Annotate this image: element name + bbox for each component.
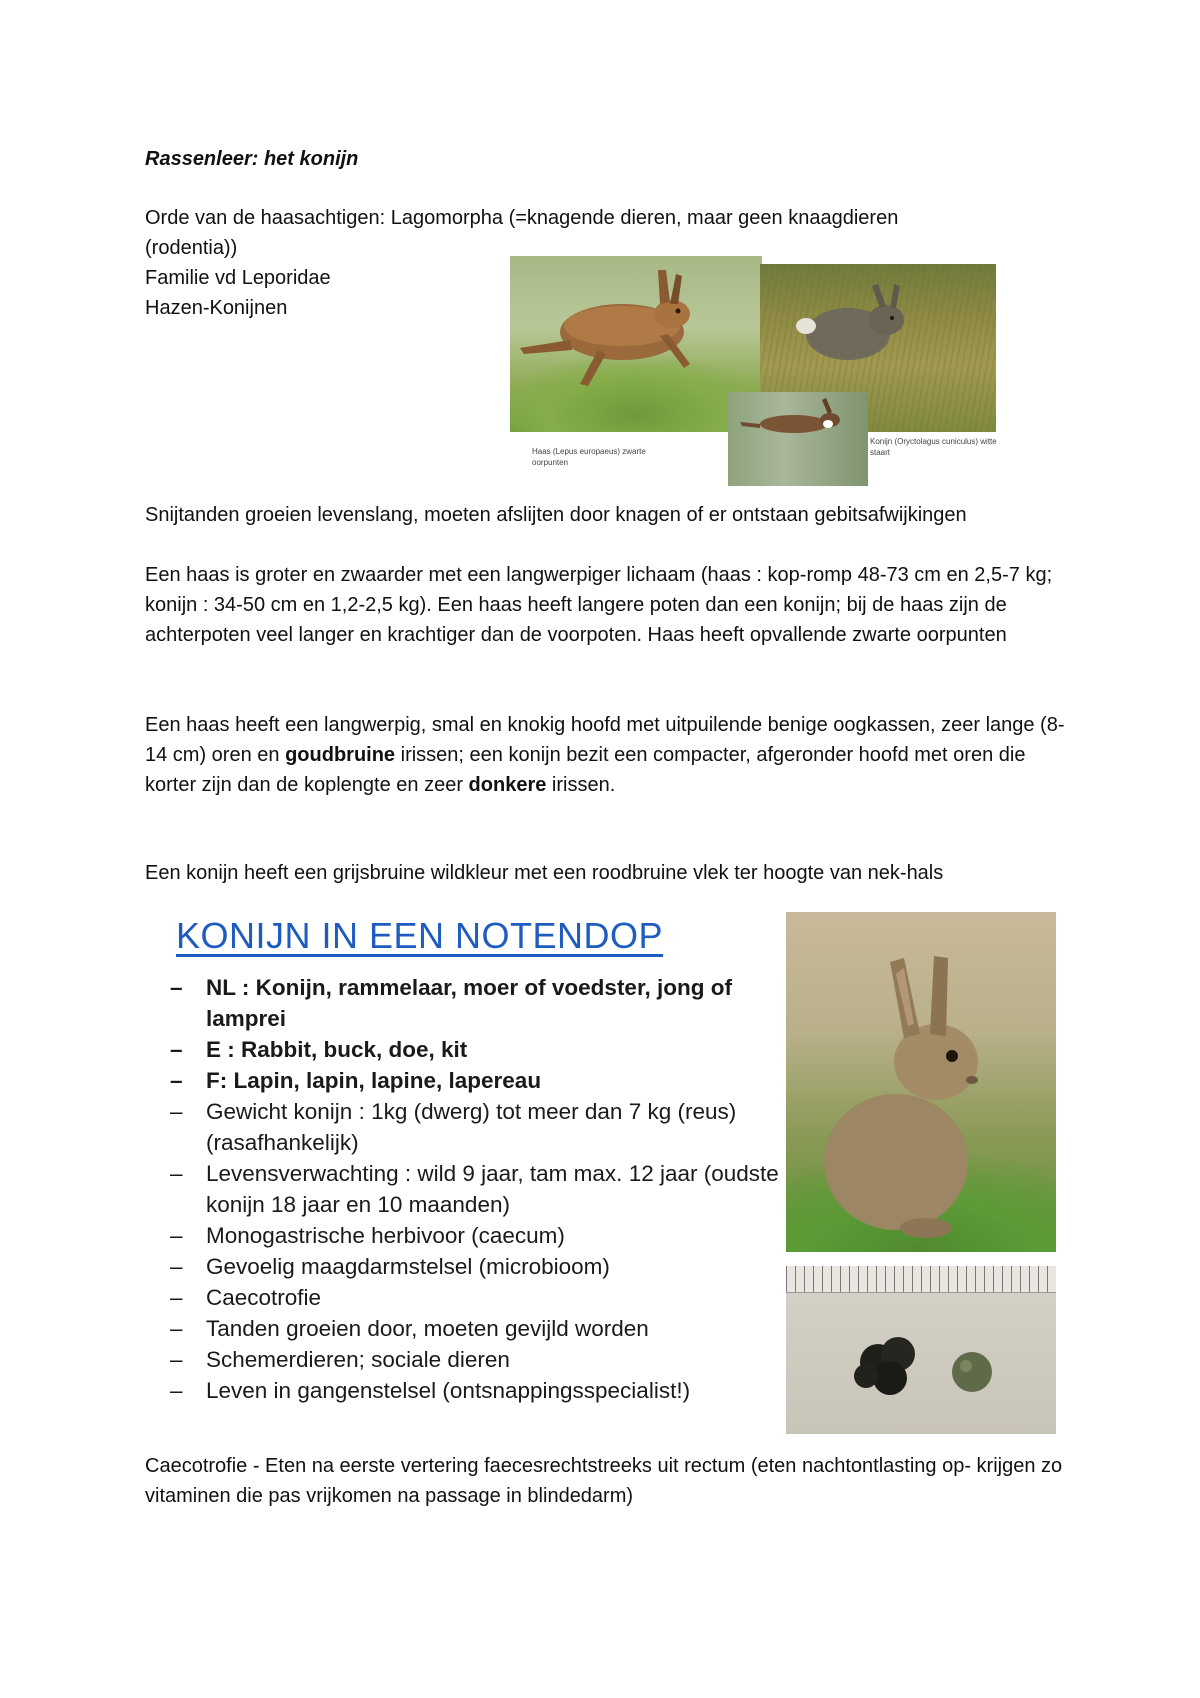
slide-bullet-text: NL : Konijn, rammelaar, moer of voedster, jong of lamprei <box>206 975 732 1031</box>
slide-bullet-text: F: Lapin, lapin, lapine, lapereau <box>206 1068 542 1093</box>
slide-bullet-text: Schemerdieren; sociale dieren <box>206 1347 510 1372</box>
hare-caption: Haas (Lepus europaeus) zwarte oorpunten <box>532 447 646 467</box>
slide-bullet-item <box>170 1375 790 1406</box>
slide-bullet-text: Tanden groeien door, moeten gevijld worden <box>206 1316 649 1341</box>
rabbit-caption: Konijn (Oryctolagus cuniculus) witte staart <box>870 437 997 457</box>
slide-bullet-text: Monogastrische herbivoor (caecum) <box>206 1223 565 1248</box>
sitting-rabbit-photo <box>786 912 1056 1252</box>
bullet-dash: – <box>170 1254 183 1279</box>
head-text-2: irissen; een konijn bezit een compacter, afgeronder hoofd met oren die korter zijn dan de koplengte en zeer <box>145 744 1026 796</box>
slide-bullet-list <box>170 972 790 1406</box>
paragraph-teeth: Snijtanden groeien levenslang, moeten afslijten door knagen of er ontstaan gebitsafwijkingen <box>145 504 967 526</box>
slide-bullet-text: E : Rabbit, buck, doe, kit <box>206 1037 468 1062</box>
intro-line-rodentia: (rodentia)) <box>145 237 238 259</box>
bullet-dash: – <box>170 1316 183 1341</box>
slide-bullet-item <box>170 1065 790 1096</box>
head-text-3: irissen. <box>546 774 616 796</box>
intro-line-order: Orde van de haasachtigen: Lagomorpha (=knagende dieren, maar geen knaagdieren <box>145 207 899 229</box>
bullet-dash: – <box>170 1037 183 1062</box>
slide-bullet-item <box>170 1220 790 1251</box>
slide-bullet-item <box>170 1313 790 1344</box>
slide-bullet-item <box>170 1158 790 1220</box>
intro-line-family: Familie vd Leporidae <box>145 267 331 289</box>
slide-bullet-text: Levensverwachting : wild 9 jaar, tam max. 12 jaar (oudste konijn 18 jaar en 10 maanden) <box>206 1161 779 1217</box>
slide-bullet-text: Gevoelig maagdarmstelsel (microbioom) <box>206 1254 610 1279</box>
droppings-photo <box>786 1266 1056 1434</box>
slide-bullet-text: Leven in gangenstelsel (ontsnappingsspecialist!) <box>206 1378 691 1403</box>
slide-bullet-item <box>170 1282 790 1313</box>
running-hare-illustration <box>728 392 868 486</box>
paragraph-color: Een konijn heeft een grijsbruine wildkleur met een roodbruine vlek ter hoogte van nek-hals <box>145 862 944 884</box>
slide-bullet-text: Gewicht konijn : 1kg (dwerg) tot meer dan 7 kg (reus) (rasafhankelijk) <box>206 1099 737 1155</box>
paragraph-caecotrophy: Caecotrofie - Eten na eerste vertering faecesrechtstreeks uit rectum (eten nachtontlasting op- krijgen zo vitaminen die pas vrijkomen na passage in blindedarm) <box>145 1455 1063 1507</box>
bullet-dash: – <box>170 1285 183 1310</box>
bullet-dash: – <box>170 1161 183 1186</box>
ruler-strip <box>786 1266 1056 1293</box>
hare-photo <box>510 256 762 432</box>
bullet-dash: – <box>170 1223 183 1248</box>
hare-illustration <box>510 256 762 432</box>
running-hare-photo <box>728 392 868 486</box>
head-bold-goudbruine: goudbruine <box>285 744 396 766</box>
slide-bullet-item <box>170 1251 790 1282</box>
bullet-dash: – <box>170 1068 183 1093</box>
head-text-1: Een haas heeft een langwerpig, smal en knokig hoofd met uitpuilende benige oogkassen, zeer lange (8-14 cm) oren en <box>145 714 1065 766</box>
sitting-rabbit-illustration <box>786 912 1056 1252</box>
bullet-dash: – <box>170 1347 183 1372</box>
slide-bullet-item <box>170 1344 790 1375</box>
paragraph-size: Een haas is groter en zwaarder met een langwerpiger lichaam (haas : kop-romp 48-73 cm en 2,5-7 kg; konijn : 34-50 cm en 1,2-2,5 kg). Een haas heeft langere poten dan een konijn; bij de haas zijn de achterpoten veel langer en krachtiger dan de voorpoten. Haas heeft opvallende zwarte oorpunten <box>145 564 1053 646</box>
bullet-dash: – <box>170 1378 183 1403</box>
slide-bullet-item <box>170 1096 790 1158</box>
bullet-dash: – <box>170 1099 183 1124</box>
slide-bullet-item <box>170 1034 790 1065</box>
paragraph-head <box>145 710 1075 800</box>
bullet-dash: – <box>170 975 183 1000</box>
slide-heading: KONIJN IN EEN NOTENDOP <box>176 915 664 956</box>
document-title: Rassenleer: het konijn <box>145 148 359 170</box>
head-bold-donkere: donkere <box>468 774 547 796</box>
intro-line-hares-rabbits: Hazen-Konijnen <box>145 297 288 319</box>
slide-bullet-text: Caecotrofie <box>206 1285 322 1310</box>
slide-bullet-item <box>170 972 790 1034</box>
